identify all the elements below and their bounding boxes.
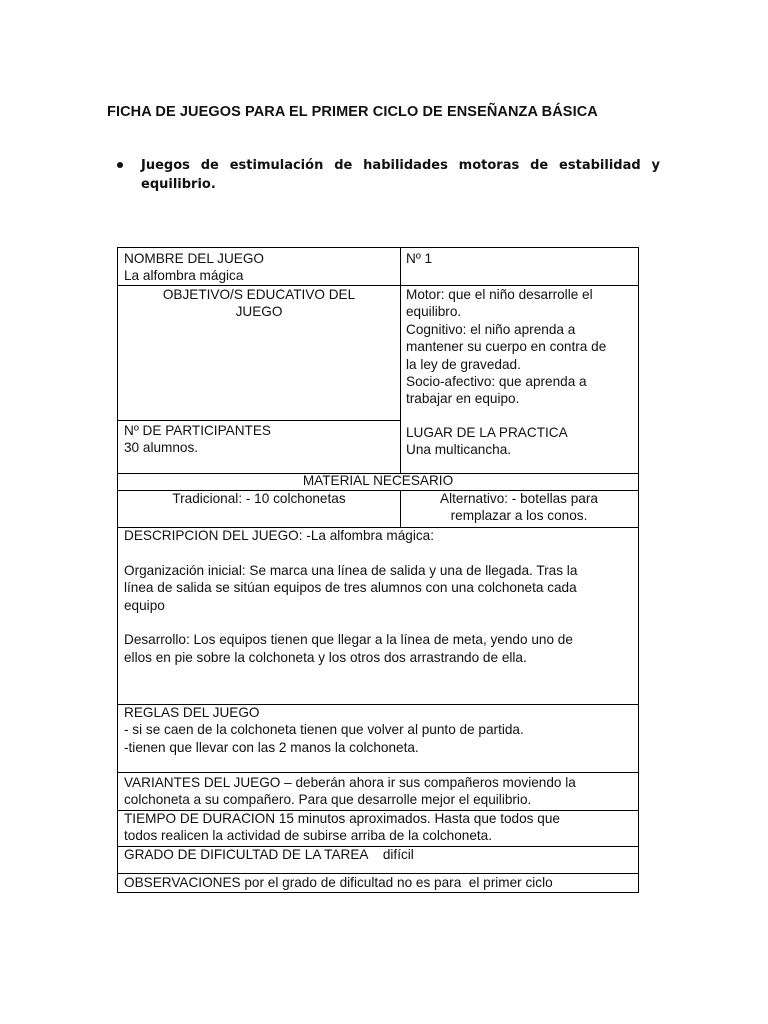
objetivo-line: mantener su cuerpo en contra de [406,339,607,355]
lugar-label: LUGAR DE LA PRACTICA [406,425,568,440]
variantes-line: VARIANTES DEL JUEGO – deberán ahora ir sus compañeros moviendo la [124,775,576,790]
variantes-line: colchoneta a su compañero. Para que desarrolle mejor el equilibrio. [124,792,532,808]
cell-reglas [118,704,638,756]
organizacion-line: equipo [124,597,165,613]
bullet-text-line-1: Juegos de estimulación de habilidades motoras de estabilidad y [141,158,660,173]
objetivo-line: Motor: que el niño desarrolle el [406,287,593,302]
bullet-text-line-2: equilibrio. [141,177,216,192]
objetivo-label-line-2: JUEGO [235,304,283,320]
organizacion-line: línea de salida se sitúan equipos de tres alumnos con una colchoneta cada [124,580,577,596]
nombre-value: La alfombra mágica [124,268,244,284]
organizacion-line: Organización inicial: Se marca una línea de salida y una de llegada. Tras la [124,562,578,578]
cell-material-tradicional [118,490,400,507]
objetivo-line: equilibro. [406,304,462,320]
dificultad-text: GRADO DE DIFICULTAD DE LA TAREA difícil [124,847,414,862]
lugar-value: Una multicancha. [406,442,512,458]
desarrollo-line: ellos en pie sobre la colchoneta y los otros dos arrastrando de ella. [124,649,527,665]
cell-lugar [400,422,638,459]
material-alternativo-line-1: Alternativo: - botellas para [440,491,598,506]
cell-numero [400,248,638,267]
cell-objetivo-label [118,284,400,321]
cell-material-alternativo [400,490,638,525]
cell-nombre [118,248,400,285]
objetivo-label-line-1: OBJETIVO/S EDUCATIVO DEL [162,287,356,302]
descripcion-label: DESCRIPCION DEL JUEGO: -La alfombra mágica: [124,528,434,543]
cell-observaciones [118,873,638,891]
desarrollo-line: Desarrollo: Los equipos tienen que llegar a la línea de meta, yendo uno de [124,632,573,648]
cell-variantes [118,774,638,809]
cell-material-header [118,472,638,489]
cell-objetivos [400,284,638,408]
row-divider [118,772,638,773]
cell-descripcion [118,527,638,666]
material-alternativo-line-2: remplazar a los conos. [450,508,588,524]
participantes-label: Nº DE PARTICIPANTES [124,423,271,438]
regla-line: - si se caen de la colchoneta tienen que volver al punto de partida. [124,722,524,738]
reglas-label: REGLAS DEL JUEGO [124,705,260,720]
document-title: FICHA DE JUEGOS PARA EL PRIMER CICLO DE ENSEÑANZA BÁSICA [107,104,598,120]
objetivo-line: trabajar en equipo. [406,391,520,407]
tiempo-line: todos realicen la actividad de subirse arriba de la colchoneta. [124,828,493,844]
material-label: MATERIAL NECESARIO [302,473,454,488]
cell-dificultad [118,846,638,863]
nombre-label: NOMBRE DEL JUEGO [124,251,264,266]
bullet-dot-icon [117,162,123,168]
observaciones-text: OBSERVACIONES por el grado de dificultad no es para el primer ciclo [124,875,553,890]
cell-tiempo [118,810,638,845]
tiempo-line: TIEMPO DE DURACION 15 minutos aproximados. Hasta que todos que [124,811,560,826]
regla-line: -tienen que llevar con las 2 manos la colchoneta. [124,739,419,755]
objetivo-line: Socio-afectivo: que aprenda a [406,374,587,390]
objetivo-line: la ley de gravedad. [406,356,521,372]
objetivo-line: Cognitivo: el niño aprenda a [406,321,576,337]
game-sheet-table [117,247,639,893]
cell-participantes [118,420,400,457]
material-tradicional: Tradicional: - 10 colchonetas [172,491,346,506]
numero-value: Nº 1 [406,251,433,266]
participantes-value: 30 alumnos. [124,440,199,456]
